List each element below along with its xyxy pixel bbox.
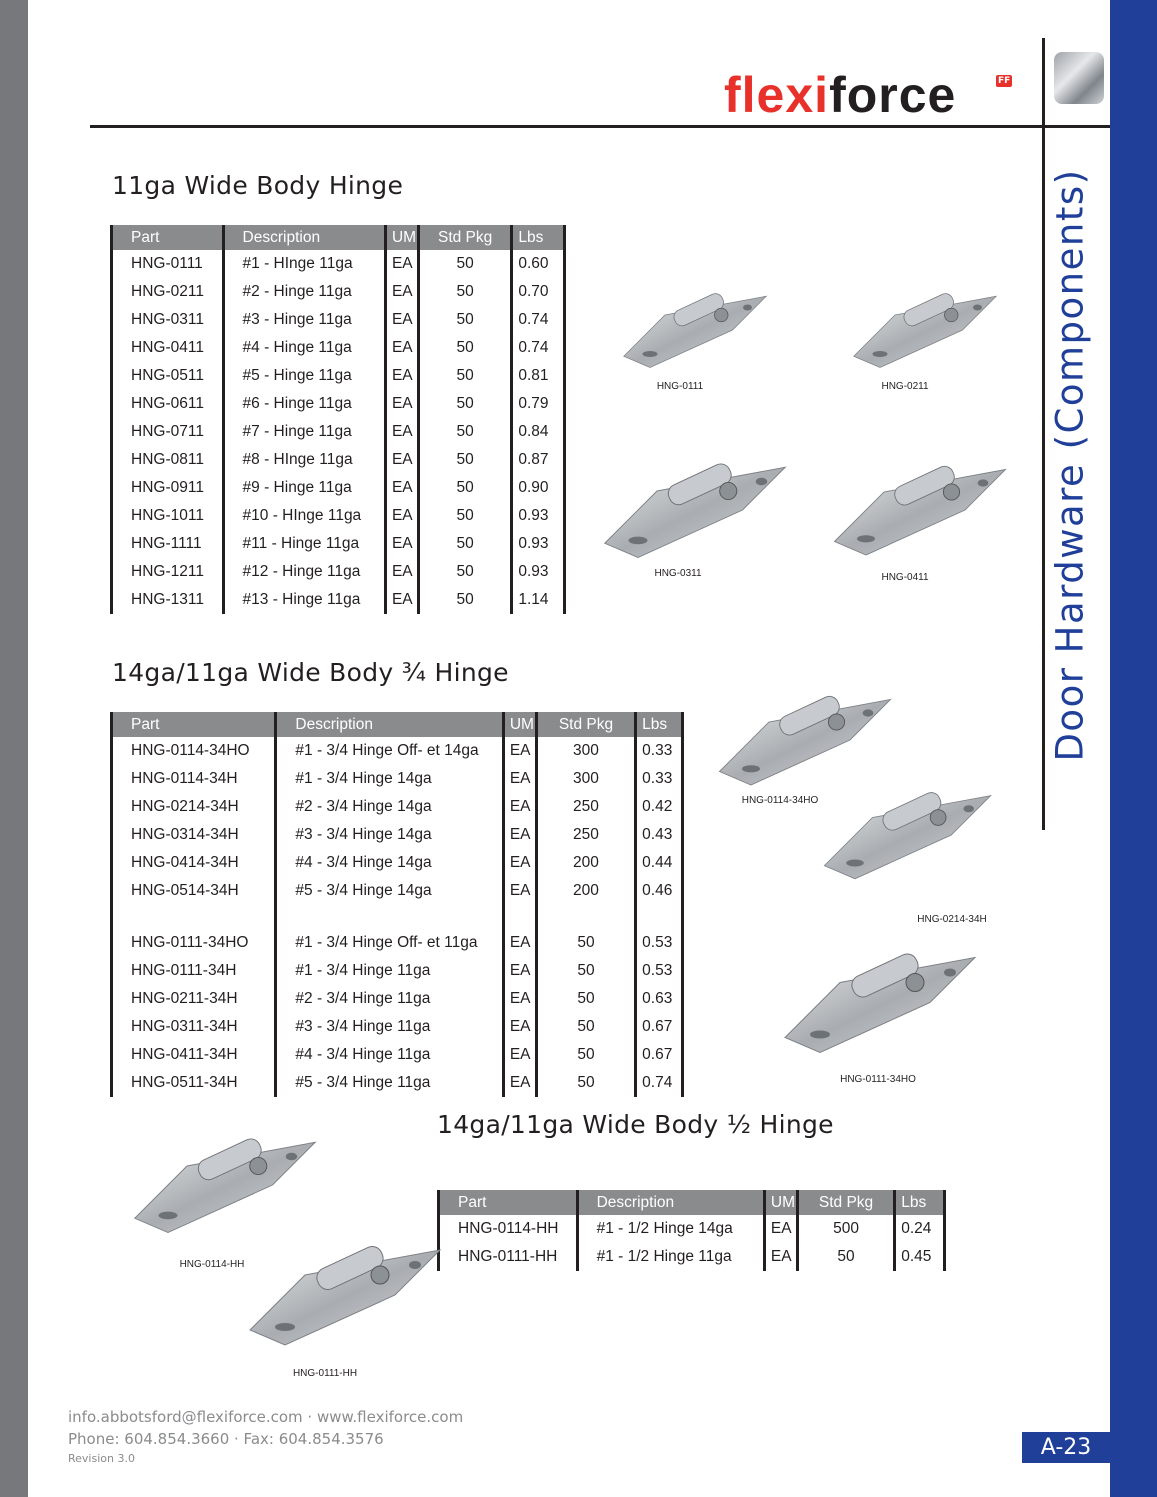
section-tab-bar — [1110, 0, 1157, 1497]
table-cell: EA — [385, 586, 418, 614]
table-cell: HNG-0114-34HO — [112, 737, 276, 765]
table-cell: 200 — [536, 849, 635, 877]
table-row — [112, 877, 683, 905]
table-cell: 50 — [418, 558, 511, 586]
column-header: Std Pkg — [536, 712, 635, 737]
spacer-row — [112, 905, 683, 929]
table-title-11ga: 11ga Wide Body Hinge — [112, 171, 404, 200]
header-vertical-divider — [1042, 38, 1045, 830]
table-title-34: 14ga/11ga Wide Body ¾ Hinge — [112, 658, 509, 687]
table-row — [439, 1243, 945, 1271]
logo-badge: FF — [998, 76, 1011, 86]
table-cell: EA — [503, 849, 536, 877]
table-cell: 50 — [536, 957, 635, 985]
table-cell: 0.33 — [636, 737, 683, 765]
parts-table-12 — [437, 1190, 946, 1271]
table-cell: HNG-0811 — [112, 446, 224, 474]
table-row — [112, 737, 683, 765]
table-cell: EA — [385, 474, 418, 502]
hinge-product-image — [780, 940, 980, 1069]
table-cell: #1 - 1/2 Hinge 11ga — [577, 1243, 764, 1271]
table-cell: EA — [503, 929, 536, 957]
table-cell: EA — [385, 278, 418, 306]
product-caption: HNG-0114-34HO — [741, 795, 819, 806]
table-cell: #3 - Hinge 11ga — [223, 306, 385, 334]
table-row — [112, 362, 565, 390]
table-cell: #13 - Hinge 11ga — [223, 586, 385, 614]
table-cell: 0.45 — [895, 1243, 945, 1271]
table-cell: 0.33 — [636, 765, 683, 793]
table-cell: #10 - HInge 11ga — [223, 502, 385, 530]
table-cell: EA — [385, 446, 418, 474]
hinge-product-image — [830, 450, 1010, 574]
table-cell: 0.42 — [636, 793, 683, 821]
table-cell: HNG-0111-34HO — [112, 929, 276, 957]
table-cell: 50 — [418, 418, 511, 446]
table-row — [112, 278, 565, 306]
table-cell: 50 — [536, 1069, 635, 1097]
column-header: Lbs — [636, 712, 683, 737]
footer-revision: Revision 3.0 — [68, 1452, 135, 1465]
table-cell: HNG-0511 — [112, 362, 224, 390]
table-cell: HNG-0111-HH — [439, 1243, 578, 1271]
table-cell: HNG-0711 — [112, 418, 224, 446]
table-cell: 1.14 — [512, 586, 565, 614]
table-row — [112, 849, 683, 877]
table-cell: #3 - 3/4 Hinge 11ga — [276, 1013, 503, 1041]
table-cell: 0.93 — [512, 558, 565, 586]
table-cell: 0.93 — [512, 502, 565, 530]
table-cell: EA — [385, 334, 418, 362]
product-caption: HNG-0211 — [881, 381, 929, 392]
table-cell: EA — [764, 1243, 797, 1271]
column-header: UM — [764, 1190, 797, 1215]
table-row — [112, 474, 565, 502]
logo-text-black: force — [829, 67, 957, 123]
table-cell: 0.44 — [636, 849, 683, 877]
table-cell: #1 - HInge 11ga — [223, 250, 385, 278]
table-row — [112, 586, 565, 614]
table-cell: HNG-1311 — [112, 586, 224, 614]
table-cell: 50 — [418, 362, 511, 390]
hinge-product-image — [245, 1230, 445, 1364]
table-cell: #1 - 3/4 Hinge 14ga — [276, 765, 503, 793]
table-cell: #5 - 3/4 Hinge 11ga — [276, 1069, 503, 1097]
table-cell: 0.43 — [636, 821, 683, 849]
column-header: Description — [577, 1190, 764, 1215]
product-caption: HNG-0214-34H — [917, 914, 987, 925]
table-cell: #6 - Hinge 11ga — [223, 390, 385, 418]
table-cell: HNG-1011 — [112, 502, 224, 530]
footer-contact: info.abbotsford@flexiforce.com · www.flexiforce.com — [68, 1408, 464, 1426]
parts-table-34 — [110, 712, 684, 1097]
table-cell: 0.53 — [636, 957, 683, 985]
table-cell: 0.60 — [512, 250, 565, 278]
table-cell: 0.74 — [636, 1069, 683, 1097]
table-cell: EA — [503, 985, 536, 1013]
table-cell: 0.74 — [512, 334, 565, 362]
flexiforce-logo — [724, 67, 957, 123]
table-row — [112, 1069, 683, 1097]
table-cell: 0.90 — [512, 474, 565, 502]
table-cell: HNG-0514-34H — [112, 877, 276, 905]
table-row — [112, 530, 565, 558]
table-row — [112, 765, 683, 793]
table-cell: HNG-1111 — [112, 530, 224, 558]
table-cell: HNG-0411 — [112, 334, 224, 362]
table-cell: 200 — [536, 877, 635, 905]
product-caption: HNG-0111 — [656, 381, 704, 392]
table-row — [112, 793, 683, 821]
table-cell: EA — [503, 877, 536, 905]
table-cell: 0.67 — [636, 1041, 683, 1069]
column-header: UM — [385, 225, 418, 250]
column-header: Part — [439, 1190, 578, 1215]
table-cell: HNG-0214-34H — [112, 793, 276, 821]
table-cell: #11 - Hinge 11ga — [223, 530, 385, 558]
table-cell: 50 — [418, 446, 511, 474]
column-header: Part — [112, 712, 276, 737]
table-row — [112, 306, 565, 334]
table-cell: HNG-1211 — [112, 558, 224, 586]
table-cell: EA — [385, 306, 418, 334]
table-cell: 50 — [418, 250, 511, 278]
table-cell: 500 — [797, 1215, 894, 1243]
table-cell: HNG-0314-34H — [112, 821, 276, 849]
table-cell: 50 — [536, 1013, 635, 1041]
table-cell: EA — [385, 418, 418, 446]
table-cell: 50 — [418, 586, 511, 614]
table-cell: 50 — [418, 334, 511, 362]
product-caption: HNG-0114-HH — [179, 1259, 245, 1270]
table-row — [112, 390, 565, 418]
table-cell: 50 — [797, 1243, 894, 1271]
table-cell: 0.87 — [512, 446, 565, 474]
table-cell: 0.70 — [512, 278, 565, 306]
table-cell: 50 — [418, 530, 511, 558]
hinge-product-image — [830, 285, 1020, 379]
table-cell: #2 - 3/4 Hinge 14ga — [276, 793, 503, 821]
table-cell: 300 — [536, 765, 635, 793]
table-cell: 50 — [536, 929, 635, 957]
table-cell: HNG-0411-34H — [112, 1041, 276, 1069]
table-cell: HNG-0211 — [112, 278, 224, 306]
hinge-product-image — [600, 285, 790, 379]
table-cell: 50 — [418, 502, 511, 530]
section-title: Door Hardware (Components) — [1048, 168, 1092, 762]
table-cell: HNG-0211-34H — [112, 985, 276, 1013]
table-cell: #1 - 3/4 Hinge 11ga — [276, 957, 503, 985]
table-row — [112, 502, 565, 530]
table-row — [112, 1013, 683, 1041]
table-cell: #1 - 3/4 Hinge Off- et 14ga — [276, 737, 503, 765]
table-cell: EA — [385, 530, 418, 558]
left-margin-bar — [0, 0, 28, 1497]
column-header: Lbs — [512, 225, 565, 250]
table-cell: #1 - 3/4 Hinge Off- et 11ga — [276, 929, 503, 957]
table-cell: #12 - Hinge 11ga — [223, 558, 385, 586]
table-cell: HNG-0611 — [112, 390, 224, 418]
table-cell: HNG-0114-HH — [439, 1215, 578, 1243]
parts-table-11ga — [110, 225, 566, 614]
table-row — [112, 929, 683, 957]
table-row — [112, 446, 565, 474]
table-cell: HNG-0114-34H — [112, 765, 276, 793]
table-cell: 250 — [536, 821, 635, 849]
table-cell: #1 - 1/2 Hinge 14ga — [577, 1215, 764, 1243]
table-cell: EA — [385, 502, 418, 530]
column-header: UM — [503, 712, 536, 737]
table-row — [112, 957, 683, 985]
table-cell: HNG-0911 — [112, 474, 224, 502]
table-cell: 0.67 — [636, 1013, 683, 1041]
table-cell: 50 — [536, 985, 635, 1013]
column-header: Std Pkg — [797, 1190, 894, 1215]
table-cell: 0.74 — [512, 306, 565, 334]
footer-phone: Phone: 604.854.3660 · Fax: 604.854.3576 — [68, 1430, 384, 1448]
table-cell: HNG-0311-34H — [112, 1013, 276, 1041]
table-cell: #2 - Hinge 11ga — [223, 278, 385, 306]
table-cell: #5 - 3/4 Hinge 14ga — [276, 877, 503, 905]
table-cell: HNG-0414-34H — [112, 849, 276, 877]
table-cell: #2 - 3/4 Hinge 11ga — [276, 985, 503, 1013]
logo-text-red: flexi — [724, 67, 830, 123]
table-cell: HNG-0511-34H — [112, 1069, 276, 1097]
table-cell: HNG-0111-34H — [112, 957, 276, 985]
column-header: Description — [223, 225, 385, 250]
table-cell: 50 — [418, 306, 511, 334]
table-row — [112, 558, 565, 586]
table-row — [112, 250, 565, 278]
table-cell: 300 — [536, 737, 635, 765]
table-cell: EA — [764, 1215, 797, 1243]
table-cell: #4 - 3/4 Hinge 11ga — [276, 1041, 503, 1069]
table-cell: 50 — [418, 278, 511, 306]
section-thumbnail-image — [1054, 52, 1104, 104]
table-title-12: 14ga/11ga Wide Body ½ Hinge — [437, 1110, 834, 1139]
table-row — [112, 985, 683, 1013]
product-caption: HNG-0411 — [881, 572, 929, 583]
table-cell: EA — [503, 1069, 536, 1097]
table-cell: #4 - Hinge 11ga — [223, 334, 385, 362]
table-cell: #3 - 3/4 Hinge 14ga — [276, 821, 503, 849]
table-cell: 250 — [536, 793, 635, 821]
table-cell: EA — [385, 390, 418, 418]
table-cell: #4 - 3/4 Hinge 14ga — [276, 849, 503, 877]
table-cell: EA — [503, 1041, 536, 1069]
hinge-product-image — [820, 775, 995, 899]
product-caption: HNG-0111-34HO — [840, 1074, 916, 1085]
table-cell: 0.79 — [512, 390, 565, 418]
table-cell: 0.84 — [512, 418, 565, 446]
table-cell: 0.46 — [636, 877, 683, 905]
table-cell: #7 - Hinge 11ga — [223, 418, 385, 446]
table-cell: 50 — [418, 474, 511, 502]
hinge-product-image — [600, 450, 790, 574]
table-row — [112, 334, 565, 362]
table-cell: 0.93 — [512, 530, 565, 558]
table-cell: EA — [503, 737, 536, 765]
product-caption: HNG-0311 — [654, 568, 702, 579]
table-row — [112, 418, 565, 446]
table-cell: #9 - Hinge 11ga — [223, 474, 385, 502]
table-header-row — [112, 712, 683, 737]
table-cell: 0.63 — [636, 985, 683, 1013]
table-cell: 50 — [418, 390, 511, 418]
table-cell: 0.81 — [512, 362, 565, 390]
table-row — [112, 1041, 683, 1069]
table-cell: 0.24 — [895, 1215, 945, 1243]
table-header-row — [112, 225, 565, 250]
column-header: Description — [276, 712, 503, 737]
table-cell: #5 - Hinge 11ga — [223, 362, 385, 390]
page-number: A-23 — [1022, 1432, 1110, 1463]
table-cell: 50 — [536, 1041, 635, 1069]
table-cell: EA — [503, 821, 536, 849]
table-cell: EA — [385, 558, 418, 586]
table-header-row — [439, 1190, 945, 1215]
table-cell: 0.53 — [636, 929, 683, 957]
table-row — [112, 821, 683, 849]
table-cell: EA — [385, 250, 418, 278]
table-cell: #8 - HInge 11ga — [223, 446, 385, 474]
table-cell: EA — [385, 362, 418, 390]
table-cell: EA — [503, 793, 536, 821]
header-divider — [90, 125, 1110, 128]
table-cell: EA — [503, 957, 536, 985]
column-header: Part — [112, 225, 224, 250]
table-cell: HNG-0111 — [112, 250, 224, 278]
column-header: Std Pkg — [418, 225, 511, 250]
column-header: Lbs — [895, 1190, 945, 1215]
table-cell: EA — [503, 1013, 536, 1041]
table-cell: EA — [503, 765, 536, 793]
table-cell: HNG-0311 — [112, 306, 224, 334]
table-row — [439, 1215, 945, 1243]
product-caption: HNG-0111-HH — [292, 1368, 358, 1379]
